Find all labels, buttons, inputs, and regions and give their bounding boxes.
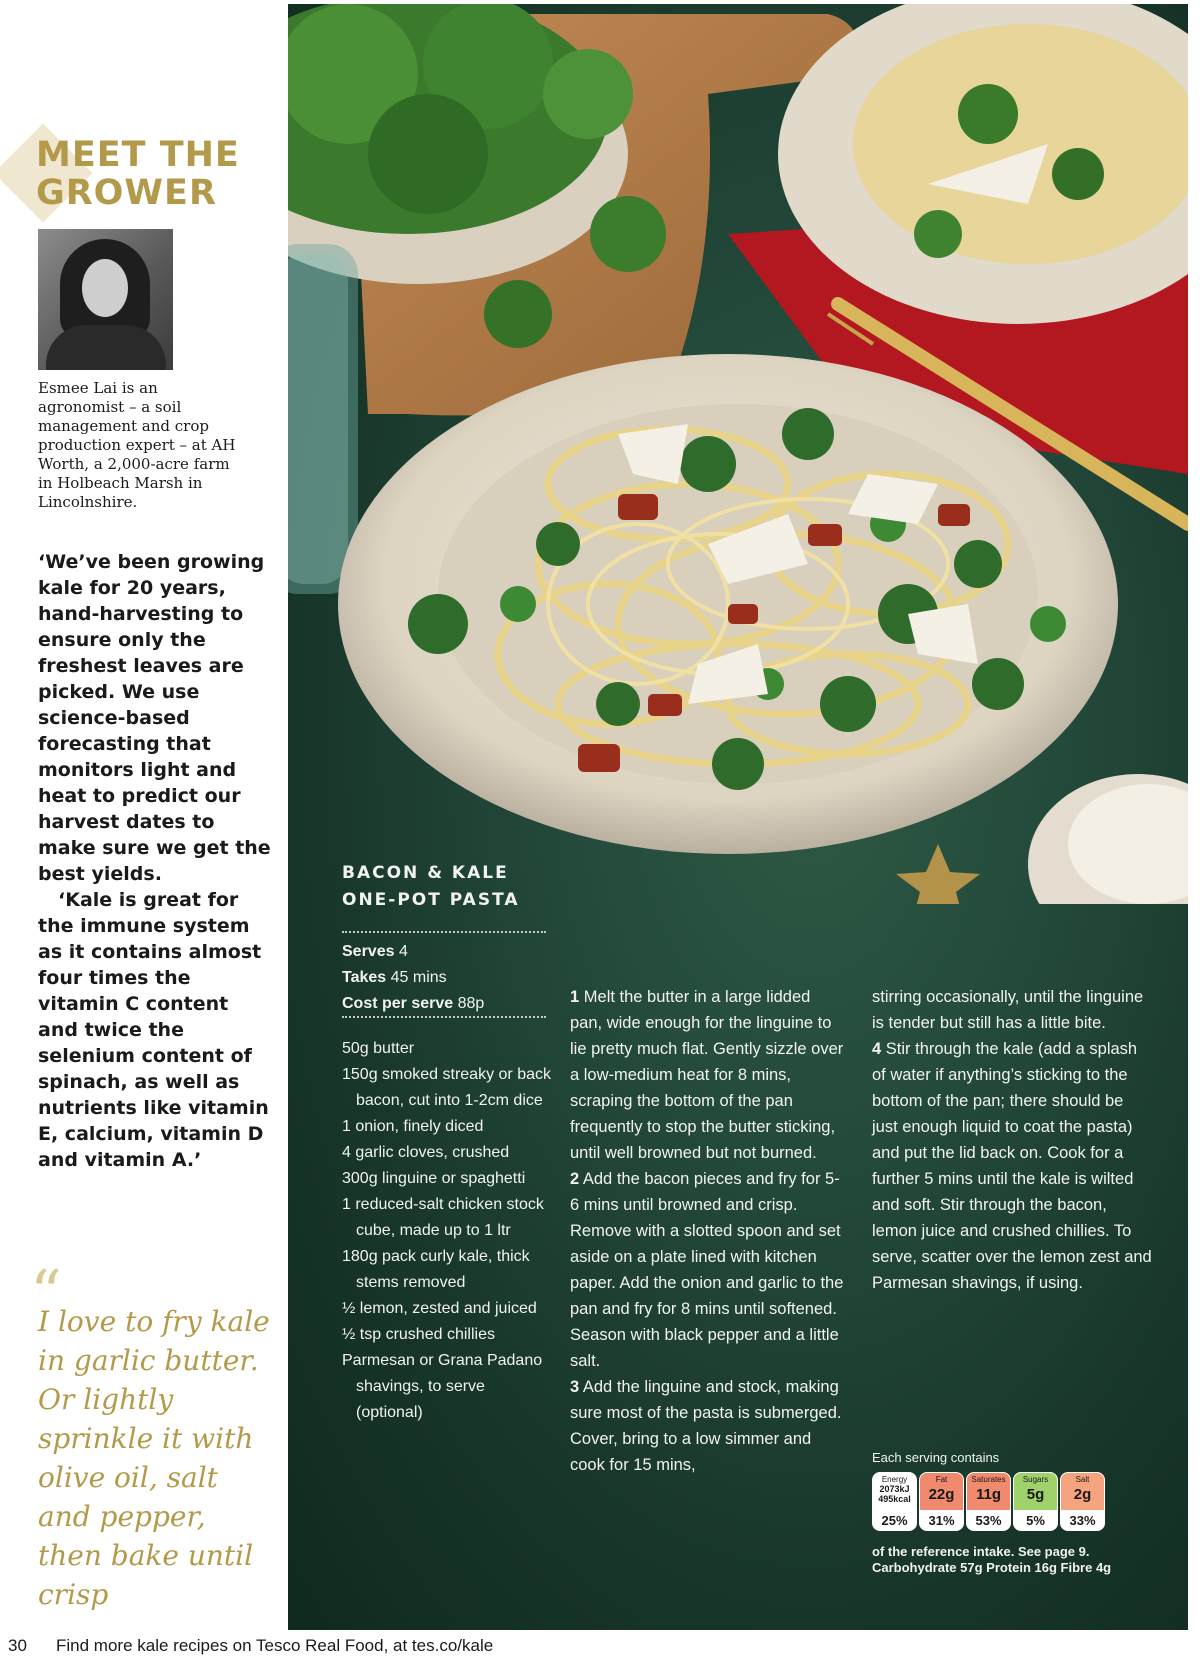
recipe-title: BACON & KALE ONE-POT PASTA <box>342 863 520 910</box>
ingredients-list <box>342 1036 552 1426</box>
nutrition-sugars: Sugars 5g 5% <box>1013 1472 1058 1531</box>
recipe-meta <box>342 939 484 1017</box>
recipe-panel <box>288 4 1188 1630</box>
ingredient-item: 300g linguine or spaghetti <box>342 1170 526 1187</box>
meet-the-grower-heading: MEET THE GROWER <box>36 135 240 213</box>
method-column-1 <box>570 984 846 1478</box>
nutrition-label <box>872 1472 1105 1531</box>
grower-bio: Esmee Lai is an agronomist – a soil management and crop production expert – at AH Worth, a 2,000-acre farm in Holbeach Marsh in Lincolnshire. <box>38 379 236 511</box>
nutrition-heading: Each serving contains <box>872 1450 1000 1465</box>
nutrition-saturates: Saturates 11g 53% <box>966 1472 1011 1531</box>
dotted-divider <box>342 931 546 933</box>
cost-row: Cost per serve 88p <box>342 995 485 1012</box>
method-step-continued: stirring occasionally, until the linguine is tender but still has a little bite. <box>872 988 1144 1032</box>
nutrition-fat: Fat 22g 31% <box>919 1472 964 1531</box>
nutrition-salt: Salt 2g 33% <box>1060 1472 1105 1531</box>
handwritten-tip: I love to fry kale in garlic butter. Or lightly sprinkle it with olive oil, salt and pepper, then bake until crisp <box>38 1305 270 1611</box>
ingredient-item: 1 onion, finely diced <box>342 1118 484 1135</box>
dotted-divider <box>342 1016 546 1018</box>
ingredient-item: 4 garlic cloves, crushed <box>342 1144 510 1161</box>
ingredient-item: 150g smoked streaky or back bacon, cut into 1-2cm dice <box>342 1066 551 1109</box>
ingredient-item: 50g butter <box>342 1040 415 1057</box>
grower-column <box>0 0 288 1630</box>
nutrition-energy: Energy 2073kJ 495kcal 25% <box>872 1472 917 1531</box>
method-step: 4 Stir through the kale (add a splash of water if anything’s sticking to the bottom of the pan; there should be just enough liquid to coat the pasta) and put the lid back on. Cook for a further 5 mins until the kale is wilted and soft. Stir through the bacon, lemon juice and crushed chillies. To serve, scatter over the lemon zest and Parmesan shavings, if using. <box>872 1040 1152 1292</box>
page-number: 30 <box>8 1636 27 1655</box>
grower-portrait-photo <box>38 229 173 370</box>
serves-row: Serves 4 <box>342 943 408 960</box>
method-step: 3 Add the linguine and stock, making sure most of the pasta is submerged. Cover, bring to a low simmer and cook for 15 mins, <box>570 1378 842 1474</box>
quote-paragraph-1: ‘We’ve been growing kale for 20 years, hand-harvesting to ensure only the freshest leaves are picked. We use science-based forecasting that monitors light and heat to predict our harvest dates to make sure we get the best yields. <box>38 551 271 885</box>
ingredient-item: Parmesan or Grana Padano shavings, to serve (optional) <box>342 1352 543 1421</box>
quote-mark-icon: “ <box>30 1256 62 1329</box>
method-step: 1 Melt the butter in a large lidded pan, wide enough for the linguine to lie pretty much flat. Gently sizzle over a low-medium heat for 8 mins, scraping the bottom of the pan frequently to stop the butter sticking, until well browned but not burned. <box>570 988 844 1162</box>
method-column-2 <box>872 984 1152 1296</box>
grower-quote <box>38 549 274 1173</box>
ingredient-item: ½ lemon, zested and juiced <box>342 1300 537 1317</box>
quote-paragraph-2: ‘Kale is great for the immune system as it contains almost four times the vitamin C content and twice the selenium content of spinach, as well as nutrients like vitamin E, calcium, vitamin D and vitamin A.’ <box>38 889 269 1171</box>
takes-row: Takes 45 mins <box>342 969 447 986</box>
method-step: 2 Add the bacon pieces and fry for 5-6 mins until browned and crisp. Remove with a slotted spoon and set aside on a plate lined with kitchen paper. Add the onion and garlic to the pan and fry for 8 mins until softened. Season with black pepper and a little salt. <box>570 1170 844 1370</box>
ingredient-item: ½ tsp crushed chillies <box>342 1326 495 1343</box>
footer-link-text: Find more kale recipes on Tesco Real Food, at tes.co/kale <box>56 1636 494 1655</box>
ingredient-item: 1 reduced-salt chicken stock cube, made up to 1 ltr <box>342 1196 544 1239</box>
pasta-dish-photo <box>288 4 1188 904</box>
ingredient-item: 180g pack curly kale, thick stems removed <box>342 1248 530 1291</box>
nutrition-footnote: of the reference intake. See page 9. Carbohydrate 57g Protein 16g Fibre 4g <box>872 1544 1112 1575</box>
